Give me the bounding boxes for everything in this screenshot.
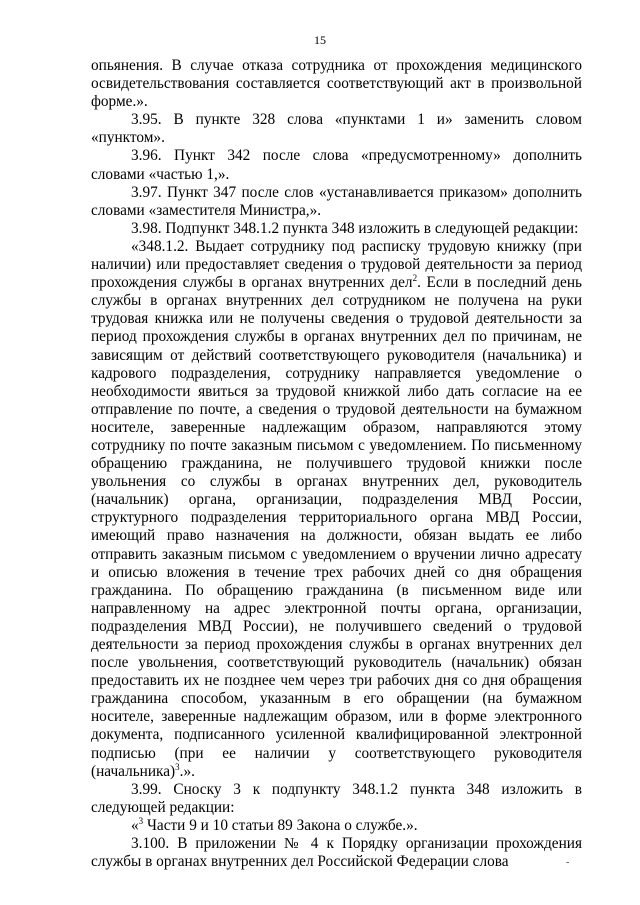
page-number: 15 [314,33,326,47]
paragraph-3-100 [91,835,582,871]
paragraph-text: 3.99. Сноску 3 к подпункту 348.1.2 пункта 348 изложить в следующей редакции: [91,780,582,816]
paragraph-text: Части 9 и 10 статьи 89 Закона о службе.». [143,816,418,834]
paragraph-text: .». [179,762,195,780]
footnote-ref-3: 3 [175,761,180,772]
paragraph-text: 3.100. В приложении № 4 к Порядку организации прохождения службы в органах внутренних дел Российской Федерации слова [91,835,582,871]
paragraph-3-96 [91,147,582,183]
paragraph-text: опьянения. В случае отказа сотрудника от прохождения медицинского освидетельствования составляется соответствующий акт в произвольной форме.». [91,57,582,111]
paragraph-text: 3.98. Подпункт 348.1.2 пункта 348 изложить в следующей редакции: [131,219,579,237]
paragraph-text: 3.95. В пункте 328 слова «пунктами 1 и» заменить словом «пунктом». [91,111,582,147]
paragraph-3-95 [91,111,582,147]
margin-mark: - [566,857,570,868]
paragraph-continuation [91,57,582,111]
paragraph-text: «348.1.2. Выдает сотруднику под расписку трудовую книжку (при наличии) или предоставляет сведения о трудовой деятельности за период прохождения службы в органах внутренних дел [91,237,582,292]
paragraph-text: 3.97. Пункт 347 после слов «устанавливается приказом» дополнить словами «заместителя Министра,». [91,183,582,219]
paragraph-text: 3.96. Пункт 342 после слова «предусмотренному» дополнить словами «частью 1,». [91,147,582,183]
document-body [91,57,582,871]
paragraph-3-97 [91,184,582,220]
footnote-ref-2: 2 [412,273,418,284]
paragraph-3-99 [91,781,582,817]
paragraph-text: . Если в последний день службы в органах внутренних дел сотрудником не получена на руки трудовая книжка или не получены сведения о трудовой деятельности за период прохождения службы в органах внутренних дел по причинам, не зависящим от действий соответствующего руководителя (начальника) и кадрового подразделения, сотруднику направляется уведомление о необходимости явиться за трудовой книжкой либо дать согласие на ее отправление по почте, а сведения о трудовой деятельности на бумажном носителе, заверенные надлежащим образом, направляются этому сотруднику по почте заказным письмом с уведомлением. По письменному обращению гражданина, не получившего трудовой книжки после увольнения со службы в органах внутренних дел, руководитель (начальник) органа, организации, подразделения МВД России, структурного подразделения территориального органа МВД России, имеющий право назначения на должности, обязан выдать ее либо отправить заказным письмом с уведомлением о вручении лично адресату и описью вложения в течение трех рабочих дней со дня обращения гражданина. По обращению гражданина (в письменном виде или направленному на адрес электронной почты органа, организации, подразделения МВД России), не получившего сведений о трудовой деятельности за период прохождения службы в органах внутренних дел после увольнения, соответствующий руководитель (начальник) обязан предоставить их не позднее чем через три рабочих дня со дня обращения гражданина способом, указанным в его обращении (на бумажном носителе, заверенные надлежащим образом, или в форме электронного документа, подписанного усиленной квалифицированной электронной подписью (при ее наличии у соответствующего руководителя (начальника) [91,274,582,780]
footnote-ref-3: 3 [138,815,144,826]
paragraph-348-1-2 [91,238,582,781]
paragraph-3-98 [91,220,582,238]
paragraph-footnote-3 [91,817,582,835]
paragraph-text: « [131,816,139,834]
